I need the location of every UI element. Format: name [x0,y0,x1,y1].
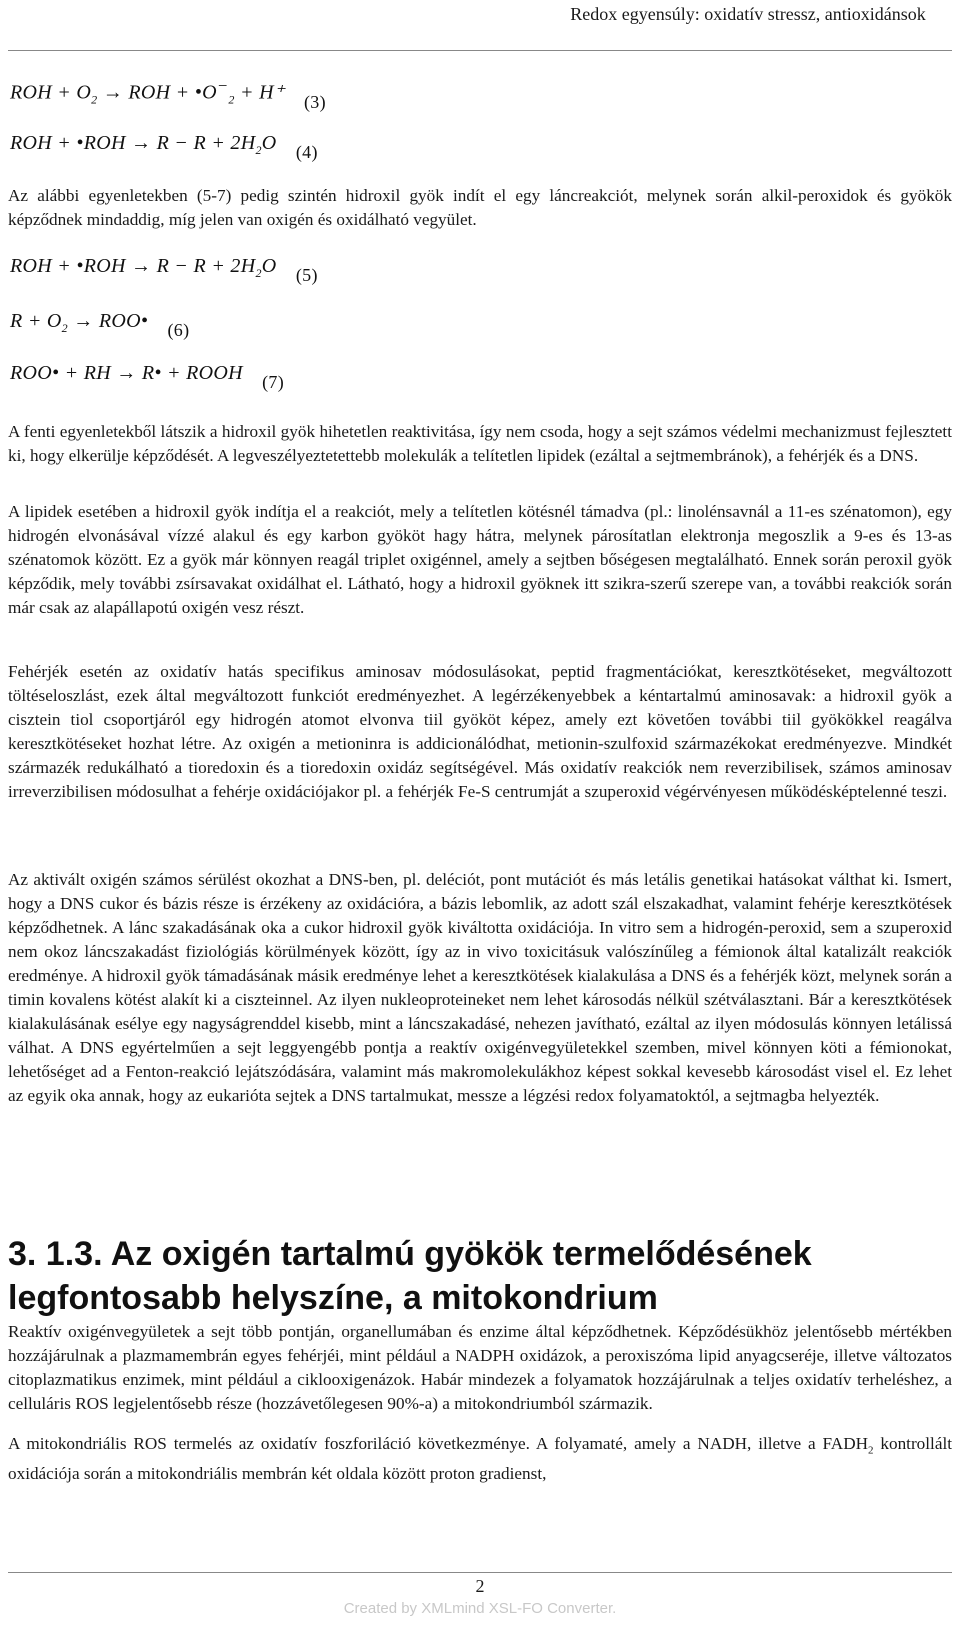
paragraph-7 [8,1432,952,1486]
running-header: Redox egyensúly: oxidatív stressz, antioxidánsok [570,4,926,24]
equation-4-sub: 2 [255,143,262,157]
equation-6-tail: → ROO• [67,310,149,332]
equation-3-sup: − [216,76,229,95]
equation-3-sub1: 2 [91,92,98,107]
paragraph-3: A lipidek esetében a hidroxil gyök indítja el a reakciót, mely a telítetlen kötésnél támadva (pl.: linolénsavnál a 11-es szénatomon), egy hidrogén elvonásával vízzé alakul és egy karbon gyököt hagy hátra, melynek párosítatlan elektronja megoszlik a 9-es és 13-as szénatomok között. Ez a gyök már könnyen reagál triplet oxigénnel, amely a sejtben bőségesen megtalálható. Ennek során peroxil gyök képződik, mely további zsírsavakat oxidálhat el. Látható, hogy a hidroxil gyöknek itt szikra-szerű szerepe van, a további reakciók során már csak az alapállapotú oxigén vesz részt. [8,502,952,617]
footer-credit-prefix: Created by [343,1600,422,1617]
equation-6 [10,310,190,340]
equation-4-text: ROH + •ROH → R − R + 2H [10,132,256,154]
footer-credit-brand: XMLmind XSL-FO Converter. [421,1600,617,1617]
paragraph-5: Az aktivált oxigén számos sérülést okozhat a DNS-ben, pl. deléciót, pont mutációt és más letális genetikai hatásokat válthat ki. Ismert, hogy a DNS cukor és bázis része is érzékeny az oxidációra, a bázis lebomlik, az adott szál elszakadhat, valamint fehérje keresztkötések képződhetnek. A lánc szakadásának oka a cukor hidroxil gyök kiváltotta oxidációja. In vitro sem a hidrogén-peroxid, sem a szuperoxid nem okoz láncszakadást fiziológiás körülmények között, így az in vivo toxicitásuk valószínűleg a fémionok által katalizált reakciók eredménye. A hidroxil gyök támadásának másik eredménye lehet a keresztkötések kialakulása a DNS és a fehérjék közt, melynek során a timin kovalens kötést alakít ki a ciszteinnel. Az ilyen nukleoproteineket nem lehet károsodás nélkül szétválasztani. Bár a keresztkötések kialakulásának esélye egy nagyságrenddel kisebb, mint a láncszakadásé, nehezen javítható, ezáltal az ilyen módosulás könnyen letálissá válhat. A DNS egyértelműen a sejt leggyengébb pontja a reaktív oxigénvegyületekkel szemben, mivel könnyen köti a fémionokat, lehetőséget ad a Fenton-reakció lejátszódására, valamint más makromolekulákhoz képest sokkal kevesebb károsodást visel el. Ez lehet az egyik oka annak, hogy az eukarióta sejtek a DNS tartalmukat, messze a légzési redox folyamatoktól, a sejtmagba helyezték. [8,870,952,1105]
header-rule [8,50,952,51]
equation-4 [10,132,318,162]
equation-5-number: (5) [295,265,318,285]
equation-5 [10,255,318,285]
equation-5-sub: 2 [255,266,262,280]
equation-5-text: ROH + •ROH → R − R + 2H [10,255,256,277]
equation-6-number: (6) [167,320,190,340]
equation-4-number: (4) [295,142,318,162]
equation-3-left: ROH + O [10,81,92,104]
equation-3-number: (3) [304,91,326,112]
page-number: 2 [475,1576,485,1596]
paragraph-1: Az alábbi egyenletekben (5-7) pedig szintén hidroxil gyök indít el egy láncreakciót, melynek során alkil-peroxidok és gyökök képződnek mindaddig, míg jelen van oxigén és oxidálható vegyület. [8,186,952,229]
paragraph-7-part-a: A mitokondriális ROS termelés az oxidatív foszforiláció következménye. A folyamaté, amely a NADH, illetve a FADH [8,1434,869,1453]
equation-7-text: ROO• + RH → R• + ROOH [10,362,243,384]
footer-credit [0,1600,960,1617]
equation-3-right: + H⁺ [234,81,285,104]
equation-3-mid: → ROH + •O [97,81,217,104]
footer-rule [8,1572,952,1573]
equation-7 [10,362,285,392]
paragraph-2: A fenti egyenletekből látszik a hidroxil gyök hihetetlen reaktivitása, így nem csoda, hogy a sejt számos védelmi mechanizmust fejlesztett ki, hogy elkerülje képződését. A legveszélyeztetettebb molekulák a telítetlen lipidek (ezáltal a sejtmembránok), a fehérjék és a DNS. [8,422,952,465]
equation-4-tail: O [261,132,277,154]
equation-5-tail: O [261,255,277,277]
equation-3-sub2: 2 [228,92,235,107]
equation-6-text: R + O [10,310,62,332]
paragraph-6: Reaktív oxigénvegyületek a sejt több pontján, organellumában és enzime által képződhetnek. Képződésükhöz jelentősebb mértékben hozzájárulnak a plazmamembrán egyes fehérjéi, mint például a NADPH oxidázok, a peroxiszóma lipid anyagcseréje, illetve változatos citoplazmatikus enzimek, mint például a ciklooxigenázok. Habár mindezek a folyamatok hozzájárulnak a teljes oxidatív terheléshez, a celluláris ROS legjelentősebb része (hozzávetőlegesen 90%-a) a mitokondriumból származik. [8,1322,952,1413]
paragraph-7-part-b: kontrollált oxidációja során a mitokondriális membrán két oldala között proton gradienst, [8,1434,952,1484]
equation-7-number: (7) [262,372,285,392]
paragraph-7-subscript: 2 [868,1444,874,1457]
paragraph-4: Fehérjék esetén az oxidatív hatás specifikus aminosav módosulásokat, peptid fragmentációkat, keresztkötéseket, megváltozott töltéseloszlást, ezek által megváltozott funkciót eredményezhet. A legérzékenyebbek a kéntartalmú aminosavak: a hidroxil gyök a cisztein tiol csoportjáról egy hidrogén atomot elvonva tiil gyököt képez, amely ezt követően további tiil gyökökkel reagálva keresztkötéseket hozhat létre. Az oxigén a metioninra is addicionálódhat, metionin-szulfoxid származékokat eredményezve. Mindkét származék redukálható a tioredoxin és a tioredoxin oxidáz segítségével. Más oxidatív reakciók nem reverzibilisek, számos aminosav irreverzibilisen módosulhat a fehérje oxidációjakor pl. a fehérjék Fe-S centrumját a szuperoxid végérvényesen működésképtelenné teszi. [8,662,952,801]
equation-6-sub: 2 [61,321,68,335]
equation-3 [10,76,326,112]
section-heading: 3. 1.3. Az oxigén tartalmú gyökök termelődésének legfontosabb helyszíne, a mitokondrium [8,1235,812,1317]
